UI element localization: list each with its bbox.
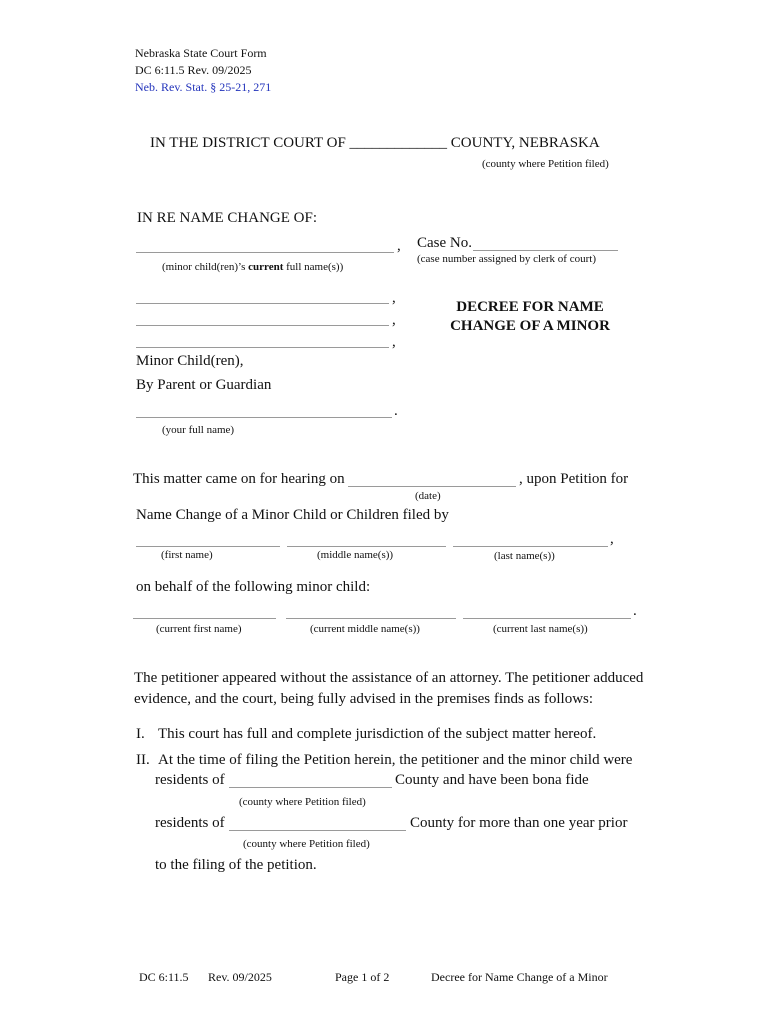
by-parent-label: By Parent or Guardian xyxy=(136,377,272,393)
item-1-text: This court has full and complete jurisdiction of the subject matter hereof. xyxy=(158,726,597,742)
footer-title: Decree for Name Change of a Minor xyxy=(431,970,608,984)
hearing-date-field[interactable] xyxy=(348,468,520,488)
child-name-hint: (minor child(ren)’s current full name(s)) xyxy=(162,261,344,273)
item-2-mid-2: County for more than one year prior xyxy=(410,815,628,831)
comma: , xyxy=(397,238,401,254)
middle-name-hint: (middle name(s)) xyxy=(317,549,394,561)
case-no-label: Case No. xyxy=(417,235,472,251)
child-name-field-4[interactable] xyxy=(136,329,393,349)
footer-revision: Rev. 09/2025 xyxy=(208,970,272,984)
form-header xyxy=(135,45,271,96)
caption-blank: _____________ xyxy=(349,135,448,151)
date-hint: (date) xyxy=(415,490,441,502)
court-caption xyxy=(150,135,600,152)
caption-suffix: COUNTY, NEBRASKA xyxy=(450,135,600,151)
footer-form-number: DC 6:11.5 xyxy=(139,970,189,984)
decree-title-line-2: CHANGE OF A MINOR xyxy=(450,318,610,334)
first-name-field[interactable] xyxy=(136,528,284,548)
findings-paragraph: The petitioner appeared without the assistance of an attorney. The petitioner adduced evidence, and the court, being fully advised in the premises finds as follows: xyxy=(134,670,644,707)
parent-name-field[interactable] xyxy=(136,399,396,419)
item-2-line-1: At the time of filing the Petition herein, the petitioner and the minor child were xyxy=(158,752,633,768)
child-name-field[interactable] xyxy=(136,234,398,254)
form-title-line: Nebraska State Court Form xyxy=(135,46,267,60)
residence-county-field-2[interactable] xyxy=(229,812,410,832)
residents-of-label-2: residents of xyxy=(155,815,225,831)
last-name-hint: (last name(s)) xyxy=(494,550,555,562)
item-2-number: II. xyxy=(136,752,150,768)
comma: , xyxy=(392,312,396,328)
child-name-field-2[interactable] xyxy=(136,285,393,305)
current-last-hint: (current last name(s)) xyxy=(493,623,588,635)
current-last-name-field[interactable] xyxy=(463,600,635,620)
caption-prefix: IN THE DISTRICT COURT OF xyxy=(150,135,346,151)
comma: , xyxy=(392,290,396,306)
filed-by-text: Name Change of a Minor Child or Children filed by xyxy=(136,507,449,523)
period: . xyxy=(394,403,398,419)
last-name-field[interactable] xyxy=(453,528,612,548)
on-behalf-text: on behalf of the following minor child: xyxy=(136,579,371,595)
residents-of-label: residents of xyxy=(155,772,225,788)
statute-link[interactable]: Neb. Rev. Stat. § 25-21, 271 xyxy=(135,80,272,94)
petition-text: , upon Petition for xyxy=(519,471,629,487)
comma: , xyxy=(392,334,396,350)
case-no-hint: (case number assigned by clerk of court) xyxy=(417,253,596,265)
middle-name-field[interactable] xyxy=(287,528,450,548)
item-2-mid-1: County and have been bona fide xyxy=(395,772,589,788)
case-no-field[interactable] xyxy=(473,232,622,252)
hearing-text: This matter came on for hearing on xyxy=(133,471,345,487)
county-hint-2: (county where Petition filed) xyxy=(243,838,370,850)
county-hint: (county where Petition filed) xyxy=(482,158,609,170)
child-name-field-3[interactable] xyxy=(136,307,393,327)
period: . xyxy=(633,603,637,619)
current-first-name-field[interactable] xyxy=(133,600,280,620)
item-2-end: to the filing of the petition. xyxy=(155,857,317,873)
form-number: DC 6:11.5 Rev. 09/2025 xyxy=(135,63,252,77)
current-middle-name-field[interactable] xyxy=(286,600,460,620)
first-name-hint: (first name) xyxy=(161,549,213,561)
current-first-hint: (current first name) xyxy=(156,623,242,635)
comma: , xyxy=(610,531,614,547)
your-name-hint: (your full name) xyxy=(162,424,235,436)
minor-children-label: Minor Child(ren), xyxy=(136,353,244,369)
in-re-heading: IN RE NAME CHANGE OF: xyxy=(137,210,317,226)
item-1-number: I. xyxy=(136,726,145,742)
county-hint-1: (county where Petition filed) xyxy=(239,796,366,808)
decree-title xyxy=(440,298,620,336)
residence-county-field-1[interactable] xyxy=(229,769,396,789)
decree-title-line-1: DECREE FOR NAME xyxy=(456,299,604,315)
footer-page-number: Page 1 of 2 xyxy=(335,970,390,984)
current-middle-hint: (current middle name(s)) xyxy=(310,623,420,635)
